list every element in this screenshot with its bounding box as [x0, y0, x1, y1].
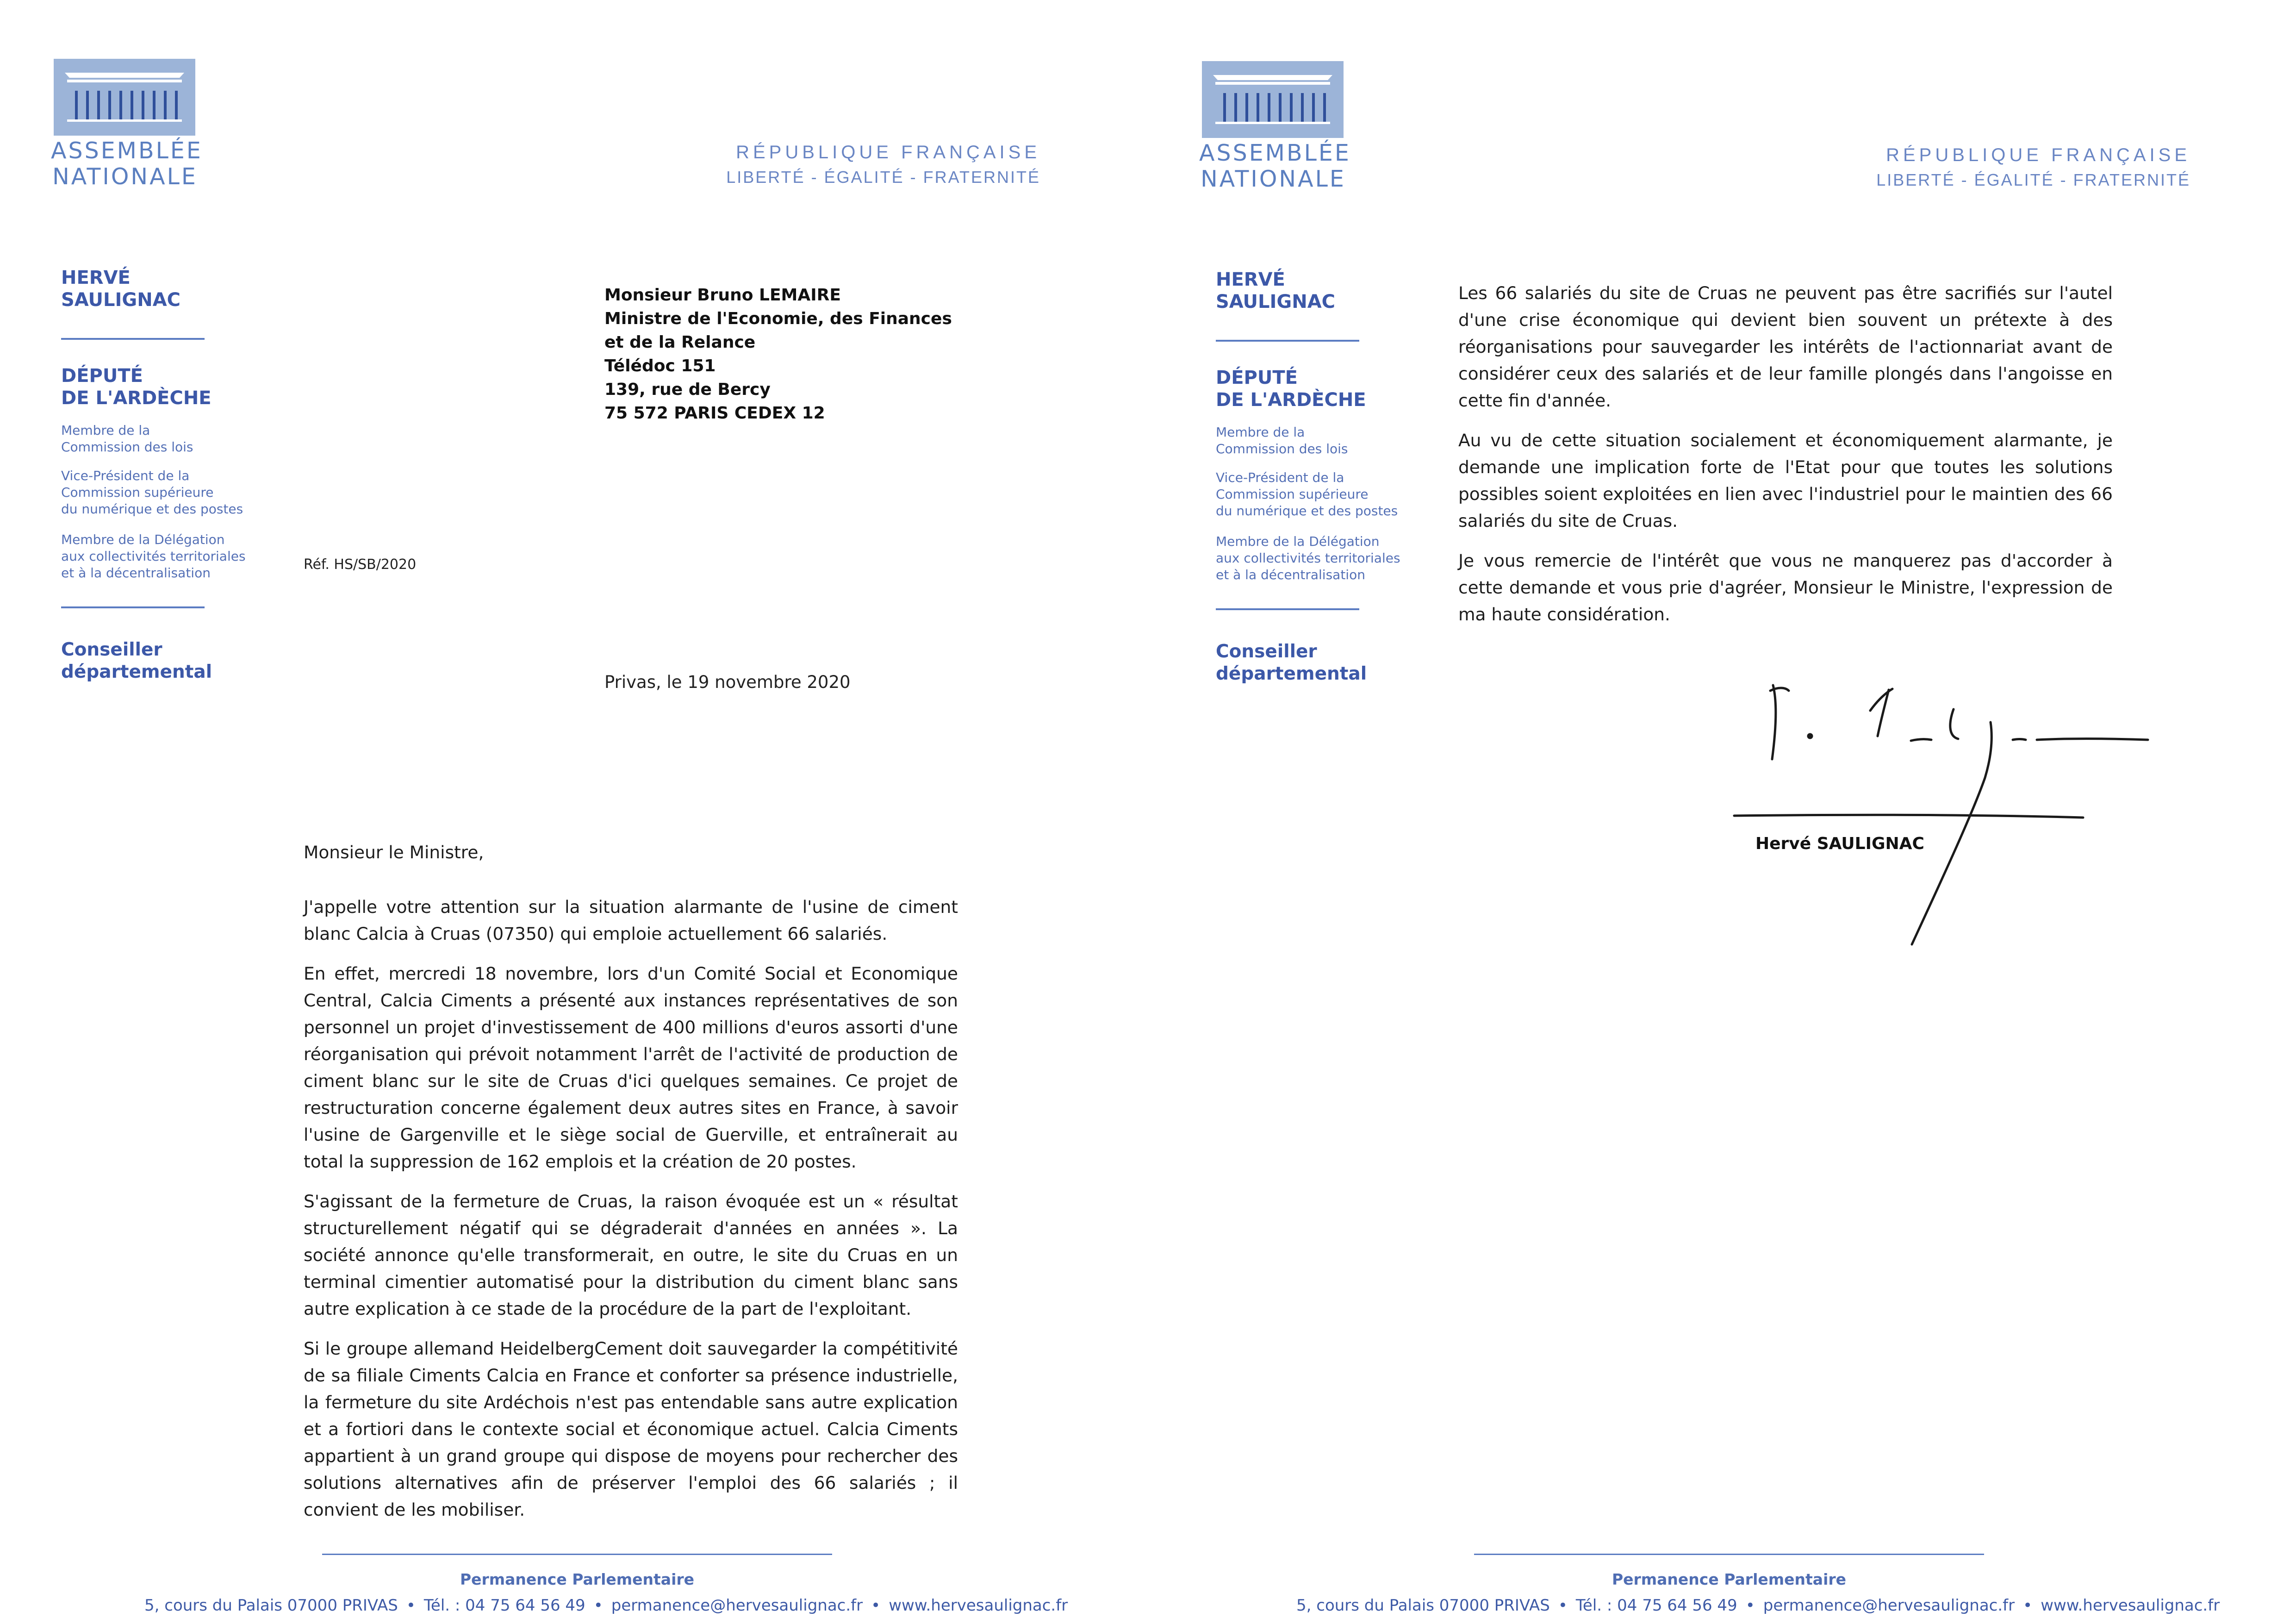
council-line-1: Conseiller [61, 639, 162, 660]
salutation: Monsieur le Ministre, [304, 842, 484, 862]
deputy-title-line-2: DE L'ARDÈCHE [61, 387, 212, 409]
deputy-name [1216, 269, 1335, 313]
footer-phone: Tél. : 04 75 64 56 49 [423, 1596, 585, 1615]
letter-body-page-1 [304, 893, 958, 1536]
logo-line-2: NATIONALE [52, 163, 198, 190]
paragraph-2: En effet, mercredi 18 novembre, lors d'un Comité Social et Economique Central, Calcia Ciments a présenté aux instances représentatives de son personnel un projet d'investissement de 400 millions d'euros assorti d'une réorganisation qui prévoit notamment l'arrêt de l'activité de production de ciment blanc sur le site de Cruas d'ici quelques semaines. Ce projet de restructuration concerne également deux autres sites en France, à savoir l'usine de Gargenville et le siège social de Guerville, et entraînerait au total la suppression de 162 emplois et la création de 20 postes. [304, 963, 958, 1172]
bullet: • [593, 1596, 603, 1615]
republique-header [1876, 143, 2190, 193]
footer-divider [1474, 1554, 1984, 1555]
letter-body-page-2 [1458, 280, 2113, 641]
republique-header [726, 140, 1040, 190]
recipient-line-5: 139, rue de Bercy [604, 380, 771, 399]
footer-address: 5, cours du Palais 07000 PRIVAS [1296, 1596, 1550, 1615]
deputy-title-line-1: DÉPUTÉ [61, 365, 143, 387]
bullet: • [2023, 1596, 2033, 1615]
footer-email[interactable]: permanence@hervesaulignac.fr [611, 1596, 863, 1615]
logo-wordmark [1199, 140, 1351, 192]
recipient-line-2: Ministre de l'Economie, des Finances [604, 309, 952, 328]
footer-contact [144, 1596, 1068, 1615]
council-title [61, 639, 212, 683]
deputy-last-name: SAULIGNAC [1216, 291, 1336, 312]
role3-line-2: aux collectivités territoriales [1216, 550, 1400, 566]
footer-phone: Tél. : 04 75 64 56 49 [1575, 1596, 1737, 1615]
recipient-line-1: Monsieur Bruno LEMAIRE [604, 286, 841, 305]
logo-line-2: NATIONALE [1201, 166, 1346, 192]
letter-date: Privas, le 19 novembre 2020 [604, 672, 851, 692]
deputy-title-line-1: DÉPUTÉ [1216, 367, 1298, 388]
role1-line-1: Membre de la [1216, 425, 1305, 440]
footer-title: Permanence Parlementaire [1612, 1570, 1847, 1588]
role2-line-2: Commission supérieure [61, 485, 214, 500]
footer-title: Permanence Parlementaire [460, 1570, 695, 1588]
republique-motto: LIBERTÉ - ÉGALITÉ - FRATERNITÉ [726, 168, 1040, 187]
role-commission-numerique [1216, 469, 1398, 519]
recipient-address [604, 283, 952, 425]
paragraph-7: Je vous remercie de l'intérêt que vous ne manquerez pas d'accorder à cette demande et vous prie d'agréer, Monsieur le Ministre, l'expression de ma haute considération. [1458, 550, 2113, 625]
deputy-title-line-2: DE L'ARDÈCHE [1216, 389, 1366, 411]
role3-line-3: et à la décentralisation [1216, 567, 1365, 582]
role3-line-2: aux collectivités territoriales [61, 549, 246, 564]
reference: Réf. HS/SB/2020 [304, 556, 417, 573]
footer-email[interactable]: permanence@hervesaulignac.fr [1763, 1596, 2015, 1615]
logo-line-1: ASSEMBLÉE [1199, 140, 1351, 166]
bullet: • [871, 1596, 881, 1615]
role2-line-2: Commission supérieure [1216, 487, 1369, 502]
recipient-line-4: Télédoc 151 [604, 356, 716, 375]
council-title [1216, 641, 1367, 685]
signatory-name: Hervé SAULIGNAC [1755, 834, 1924, 853]
role-commission-lois [61, 422, 193, 456]
assemblee-columns-icon [1148, 0, 1352, 148]
role1-line-2: Commission des lois [1216, 441, 1348, 456]
role3-line-1: Membre de la Délégation [1216, 534, 1380, 549]
footer-website[interactable]: www.hervesaulignac.fr [889, 1596, 1068, 1615]
logo-line-1: ASSEMBLÉE [51, 137, 203, 164]
recipient-line-3: et de la Relance [604, 333, 756, 352]
role2-line-1: Vice-Président de la [1216, 470, 1344, 485]
paragraph-4: Si le groupe allemand HeidelbergCement doit sauvegarder la compétitivité de sa filiale Ciments Calcia en France et conforter sa présence industrielle, la fermeture du site Ardéchois n'est pas entendable sans autre explication et a fortiori dans le contexte social et économique actuel. Calcia Ciments appartient à un grand groupe qui dispose de moyens pour rechercher des solutions alternatives afin de préserver l'emploi des 66 salariés ; il convient de les mobiliser. [304, 1338, 958, 1520]
role1-line-2: Commission des lois [61, 439, 193, 455]
deputy-title [61, 365, 212, 409]
footer-divider [322, 1554, 832, 1555]
role3-line-1: Membre de la Délégation [61, 532, 225, 547]
recipient-line-6: 75 572 PARIS CEDEX 12 [604, 404, 825, 423]
role-delegation [1216, 533, 1400, 583]
handwritten-signature [1731, 667, 2194, 963]
role2-line-3: du numérique et des postes [1216, 503, 1398, 518]
deputy-name [61, 267, 180, 311]
republique-line-1: RÉPUBLIQUE FRANÇAISE [1886, 145, 2190, 165]
role-delegation [61, 531, 246, 581]
sidebar-divider [61, 338, 205, 340]
sidebar-divider-2 [61, 606, 205, 608]
deputy-first-name: HERVÉ [1216, 269, 1285, 290]
letter-page-2 [1148, 0, 2296, 1624]
paragraph-5: Les 66 salariés du site de Cruas ne peuvent pas être sacrifiés sur l'autel d'une crise économique qui devient bien souvent un prétexte à des réorganisations pour sauvegarder les intérêts de l'actionnariat avant de considérer ceux des salariés et de leur famille plongés dans l'angoisse en cette fin d'année. [1458, 283, 2113, 411]
paragraph-1: J'appelle votre attention sur la situation alarmante de l'usine de ciment blanc Calcia à Cruas (07350) qui emploie actuellement 66 salariés. [304, 897, 958, 944]
footer-contact [1296, 1596, 2220, 1615]
role-commission-lois [1216, 424, 1348, 457]
deputy-last-name: SAULIGNAC [61, 289, 181, 311]
role2-line-1: Vice-Président de la [61, 468, 190, 483]
bullet: • [1558, 1596, 1568, 1615]
assemblee-columns-icon [0, 0, 204, 148]
deputy-first-name: HERVÉ [61, 267, 131, 288]
council-line-2: départemental [1216, 663, 1367, 684]
bullet: • [406, 1596, 416, 1615]
sidebar-divider-2 [1216, 608, 1359, 610]
republique-line-1: RÉPUBLIQUE FRANÇAISE [736, 142, 1040, 162]
sidebar-divider [1216, 340, 1359, 342]
deputy-title [1216, 367, 1366, 411]
council-line-1: Conseiller [1216, 641, 1317, 662]
footer-address: 5, cours du Palais 07000 PRIVAS [144, 1596, 398, 1615]
footer-website[interactable]: www.hervesaulignac.fr [2041, 1596, 2220, 1615]
role1-line-1: Membre de la [61, 423, 150, 438]
republique-motto: LIBERTÉ - ÉGALITÉ - FRATERNITÉ [1876, 170, 2190, 189]
council-line-2: départemental [61, 662, 212, 682]
paragraph-3: S'agissant de la fermeture de Cruas, la raison évoquée est un « résultat structurellement négatif qui se dégraderait d'années en années ». La société annonce qu'elle transformerait, en outre, le site du Cruas en un terminal cimentier automatisé pour la distribution du ciment blanc sans autre explication à ce stade de la procédure de la part de l'exploitant. [304, 1191, 958, 1319]
role3-line-3: et à la décentralisation [61, 565, 211, 581]
logo-wordmark [51, 137, 203, 190]
bullet: • [1745, 1596, 1755, 1615]
role-commission-numerique [61, 468, 243, 518]
role2-line-3: du numérique et des postes [61, 501, 243, 517]
paragraph-6: Au vu de cette situation socialement et économiquement alarmante, je demande une implication forte de l'Etat pour que toutes les solutions possibles soient exploitées en lien avec l'industriel pour le maintien des 66 salariés du site de Cruas. [1458, 430, 2113, 531]
